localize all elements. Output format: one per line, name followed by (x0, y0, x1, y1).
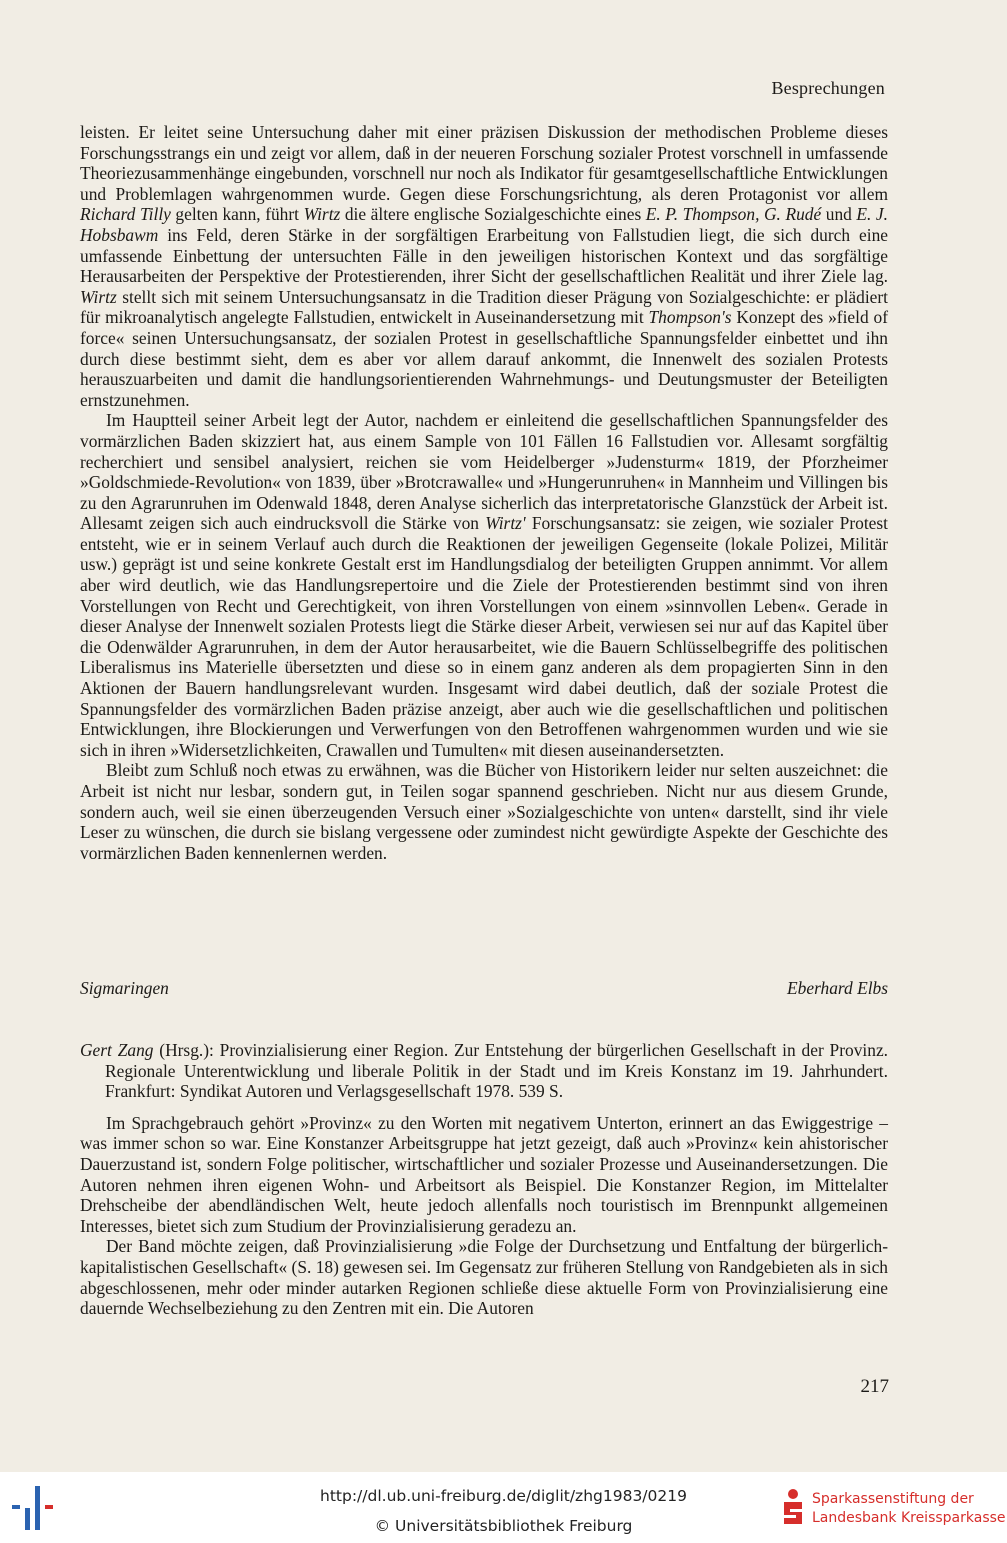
text-run: stellt sich mit seinem Untersuchungsansatz in die Tradition dieser Prägung von Sozialgeschichte: er plädiert für mikroanalytisch angelegte Fallstudien, entwickelt in Auseinandersetzung mit (80, 286, 888, 328)
running-header: Besprechungen (771, 78, 885, 98)
sponsor-line-1: Sparkassenstiftung der (812, 1491, 974, 1507)
italic-name: Wirtz (80, 286, 117, 307)
sponsor-block[interactable] (780, 1488, 1005, 1530)
text-run: Bleibt zum Schluß noch etwas zu erwähnen, was die Bücher von Historikern leider nur selten auszeichnet: die Arbeit ist nicht nur lesbar, sondern gut, in Teilen sogar spannend geschrieben. Nicht nur aus diesem Grunde, sondern auch, weil sie einen überzeugenden Versuch einer »Sozialgeschichte von unten« darstellt, sind ihr viele Leser zu wünschen, die durch sie bislang vergessene oder zumindest nicht gewürdigte Aspekte der Geschichte des vormärzlichen Baden kennenlernen werden. (80, 760, 888, 863)
reviewer-name: Eberhard Elbs (787, 978, 888, 998)
sponsor-line-2: Landesbank Kreissparkasse (812, 1510, 1006, 1526)
text-run: Im Hauptteil seiner Arbeit legt der Autor, nachdem er einleitend die gesellschaftlichen Spannungsfelder des vormärzlichen Baden skizziert hat, aus einem Sample von 101 Fällen 16 Fallstudien vor. Allesamt sorgfältig recherchiert und sensibel analysiert, reichen sie vom Heidelberger »Judensturm« 1819, der Pforzheimer »Goldschmiede-Revolution« von 1839, über »Brotcrawalle« und »Hungerunruhen« in Mannheim und Villingen bis zu den Agrarunruhen im Odenwald 1848, deren Analyse sicherlich das interpretatorische Glanzstück der Arbeit ist. Allesamt zeigen sich auch eindrucksvoll die Stärke von (80, 410, 888, 534)
signature-row (80, 978, 888, 999)
review-place: Sigmaringen (80, 978, 169, 998)
book-citation (80, 1040, 888, 1102)
paragraph (80, 122, 888, 410)
italic-name: E. J. Hobsbawm (80, 204, 889, 245)
book-author: Gert Zang (80, 1040, 154, 1060)
viewer-footer (0, 1472, 1007, 1543)
paragraph (80, 410, 888, 760)
page-number: 217 (860, 1376, 889, 1397)
text-run: die ältere englische Sozialgeschichte eines (340, 204, 646, 225)
text-run: Konzept des »field of force« seinen Untersuchungsansatz, der sozialen Protest in gesellschaftliche Spannungsfelder einbettet und ihn durch diese bestimmt sieht, dem es aber vor allem darauf ankommt, die Innenwelt des sozialen Protests herauszuarbeiten und damit die handlungsorientierenden Wahrnehmungs- und Deutungsmuster der Beteiligten ernstzunehmen. (80, 307, 888, 410)
text-run: gelten kann, führt (170, 204, 304, 225)
second-review (80, 1040, 888, 1319)
paragraph (80, 760, 888, 863)
italic-name: E. P. Thompson, G. Rudé (645, 204, 822, 225)
sponsor-name (812, 1490, 1006, 1528)
text-run: ins Feld, deren Stärke in der sorgfältigen Erarbeitung von Fallstudien liegt, die sich durch eine umfassende Einbettung der untersuchten Fälle in den jeweiligen historischen Kontext und das sorgfältige Herausarbeiten der Perspektive der Protestierenden, ihrer Sicht der gesellschaftlichen Realität und ihrer Ziele lag. (80, 224, 888, 287)
text-run: leisten. Er leitet seine Untersuchung daher mit einer präzisen Diskussion der methodischen Probleme dieses Forschungsstrangs ein und zeigt vor allem, daß in der neueren Forschung sozialer Protest vorschnell in umfassende Theoriezusammenhänge eingebunden, vorschnell nur noch als Indikator für gesamtgesellschaftliche Entwicklungen und Problemlagen wahrgenommen wurde. Gegen diese Forschungsrichtung, als deren Protagonist vor allem (80, 122, 888, 204)
paragraph: Der Band möchte zeigen, daß Provinzialisierung »die Folge der Durchsetzung und Entfaltung der bürgerlich-kapitalistischen Gesellschaft« (S. 18) gewesen sei. Im Gegensatz zur früheren Stellung von Randgebieten als in sich abgeschlossenen, mehr oder minder autarken Regionen schließe diese aktuelle Form von Provinzialisierung eine dauernde Wechselbeziehung zu den Zentren mit ein. Die Autoren (80, 1236, 888, 1319)
text-run: und (821, 204, 857, 225)
italic-name: Wirtz (303, 204, 341, 225)
paragraph: Im Sprachgebrauch gehört »Provinz« zu den Worten mit negativem Unterton, erinnert an das Ewiggestrige – was immer schon so war. Eine Konstanzer Arbeitsgruppe hat jetzt gezeigt, daß auch »Provinz« kein ahistorischer Dauerzustand ist, sondern Folge politischer, wirtschaftlicher und sozialer Prozesse und Auseinandersetzungen. Die Autoren nehmen ihren eigenen Wohn- und Arbeitsort als Beispiel. Die Konstanzer Region, im Mittelalter Drehscheibe der abendländischen Welt, heute jedoch allenfalls noch touristisch im Brennpunkt allgemeinen Interesses, bietet sich zum Studium der Provinzialisierung geradezu an. (80, 1112, 888, 1236)
sparkasse-logo-icon (780, 1488, 806, 1528)
book-details: (Hrsg.): Provinzialisierung einer Region. Zur Entstehung der bürgerlichen Gesellschaft in der Provinz. Regionale Unterentwicklung und liberale Politik in der Stadt und im Kreis Konstanz im 19. Jahrhundert. Frankfurt: Syndikat Autoren und Verlagsgesellschaft 1978. 539 S. (105, 1040, 889, 1102)
copyright-notice: © Universitätsbibliothek Freiburg (374, 1517, 633, 1535)
permalink-url[interactable]: http://dl.ub.uni-freiburg.de/diglit/zhg1983/0219 (320, 1487, 687, 1505)
text-run: Forschungsansatz: sie zeigen, wie sozialer Protest entsteht, wie er in seinem Verlauf auch durch die Reaktionen der jeweiligen Gegenseite (lokale Polizei, Militär usw.) geprägt ist und seine konkrete Gestalt erst im Handlungsdialog der beteiligten Gruppen annimmt. Vor allem aber wird deutlich, wie das Handlungsrepertoire und die Ziele der Protestierenden bestimmt sind von ihren Vorstellungen von Recht und Gerechtigkeit, von ihren Vorstellungen von einem »sinnvollen Leben«. Gerade in dieser Analyse der Innenwelt sozialen Protests liegt die Stärke dieser Arbeit, verwiesen sei nur auf das Kapitel über die Odenwälder Agrarunruhen, in dem der Autor herausarbeitet, wie die Bauern Schlüsselbegriffe des politischen Liberalismus ins Materielle übersetzten und diese so in einem ganz anderen als dem propagierten Sinn in den Aktionen der Bauern handlungsrelevant wurden. Insgesamt wird dabei deutlich, daß der soziale Protest die Spannungsfelder des vormärzlichen Baden präzise anzeigt, aber auch wie die gesellschaftlichen und politischen Entwicklungen, ihre Blockierungen und Verwerfungen von den Betroffenen wahrgenommen wurden und wie sie sich in ihren »Widersetzlichkeiten, Crawallen und Tumulten« mit diesen auseinandersetzten. (80, 513, 888, 760)
italic-name: Thompson's (648, 307, 732, 328)
italic-name: Wirtz' (485, 513, 526, 534)
italic-name: Richard Tilly (80, 204, 171, 225)
review-body (80, 122, 888, 863)
